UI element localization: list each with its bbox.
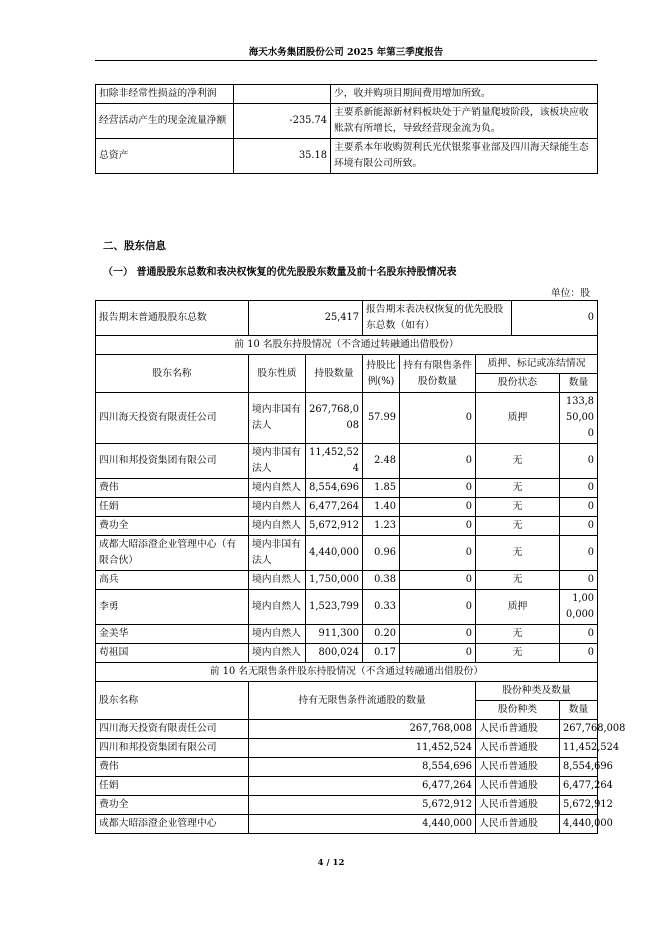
header-ratio: 持股比例(%) [363,355,400,393]
header-count: 数量 [560,374,598,393]
holder-status: 无 [476,625,560,644]
holder-status: 无 [476,444,560,479]
item-cell: 经营活动产生的现金流量净额 [96,104,234,139]
table-row [96,517,598,536]
share-count: 11,452,524 [560,739,598,758]
holder-name: 苟祖国 [96,644,249,663]
holder-ratio: 0.20 [363,625,400,644]
table-row [96,590,598,625]
holder-qty: 267,768,008 [306,393,363,444]
holder-count: 0 [560,498,598,517]
share-type: 人民币普通股 [476,739,560,758]
reason-cell: 少，收并购项目期间费用增加所致。 [331,85,598,104]
holder-ratio: 0.38 [363,571,400,590]
table-row [96,758,598,777]
holder-status: 质押 [476,393,560,444]
share-count: 267,768,008 [560,720,598,739]
holder-ratio: 1.40 [363,498,400,517]
table-row [96,139,598,174]
holder-status: 无 [476,644,560,663]
header-rule [95,60,597,61]
section-title: 二、股东信息 [103,240,166,252]
share-count: 6,477,264 [560,777,598,796]
table-row [96,625,598,644]
holder-name: 任娟 [96,498,249,517]
holder-qty: 5,672,912 [306,517,363,536]
holder-name: 任娟 [96,777,249,796]
share-count: 4,440,000 [560,815,598,834]
holder-status: 无 [476,479,560,498]
preferred-shareholders-label: 报告期末表决权恢复的优先股股东总数（如有） [363,301,512,336]
holder-unrestricted-qty: 11,452,524 [249,739,476,758]
holder-name: 四川海天投资有限责任公司 [96,393,249,444]
unit-label: 单位：股 [550,288,590,299]
holder-qty: 6,477,264 [306,498,363,517]
share-type: 人民币普通股 [476,758,560,777]
shareholder-table [95,300,626,834]
holder-name: 成都大昭添澄企业管理中心（有限合伙） [96,536,249,571]
reason-cell: 主要系本年收购贺利氏光伏银浆事业部及四川海天绿能生态环境有限公司所致。 [331,139,598,174]
summary-row [96,301,598,336]
holder-qty: 911,300 [306,625,363,644]
holder-ratio: 2.48 [363,444,400,479]
unrestricted-header-row [96,682,598,701]
share-type: 人民币普通股 [476,720,560,739]
header-pledge: 质押、标记或冻结情况 [476,355,598,374]
holder-unrestricted-qty: 8,554,696 [249,758,476,777]
holder-nature: 境内自然人 [249,571,306,590]
holder-status: 无 [476,517,560,536]
holder-restricted: 0 [400,479,476,498]
table-row [96,498,598,517]
subsection-title: （一） 普通股股东总数和表决权恢复的优先股股东数量及前十名股东持股情况表 [103,267,457,278]
share-type: 人民币普通股 [476,796,560,815]
holder-count: 1,000,000 [560,590,598,625]
holder-nature: 境内非国有法人 [249,393,306,444]
holder-count: 0 [560,571,598,590]
header-type-group: 股份种类及数量 [476,682,598,701]
holder-qty: 800,024 [306,644,363,663]
item-cell: 扣除非经常性损益的净利润 [96,85,234,104]
table-row [96,720,598,739]
holder-count: 0 [560,625,598,644]
holder-nature: 境内自然人 [249,479,306,498]
table-row [96,796,598,815]
header-qty: 持股数量 [306,355,363,393]
holder-nature: 境内自然人 [249,517,306,536]
unrestricted-caption: 前 10 名无限售条件股东持股情况（不含通过转融通出借股份） [96,663,598,682]
item-cell: 总资产 [96,139,234,174]
holder-qty: 1,523,799 [306,590,363,625]
holder-qty: 1,750,000 [306,571,363,590]
table-row [96,536,598,571]
holder-status: 质押 [476,590,560,625]
holder-restricted: 0 [400,644,476,663]
holder-count: 0 [560,536,598,571]
table-row [96,571,598,590]
table-row [96,815,598,834]
share-count: 5,672,912 [560,796,598,815]
holder-name: 四川和邦投资集团有限公司 [96,739,249,758]
holder-nature: 境内自然人 [249,644,306,663]
holder-qty: 11,452,524 [306,444,363,479]
holder-qty: 8,554,696 [306,479,363,498]
holder-count: 133,850,000 [560,393,598,444]
holder-restricted: 0 [400,590,476,625]
holder-nature: 境内非国有法人 [249,444,306,479]
holder-name: 四川海天投资有限责任公司 [96,720,249,739]
holder-restricted: 0 [400,536,476,571]
header-count: 数量 [560,701,598,720]
holder-status: 无 [476,498,560,517]
holder-ratio: 0.33 [363,590,400,625]
header-type: 股份种类 [476,701,560,720]
holder-ratio: 57.99 [363,393,400,444]
holder-count: 0 [560,517,598,536]
share-count: 8,554,696 [560,758,598,777]
holder-nature: 境内自然人 [249,498,306,517]
header-unrestricted-qty: 持有无限售条件流通股的数量 [249,682,476,720]
holder-unrestricted-qty: 4,440,000 [249,815,476,834]
table-row [96,479,598,498]
holder-nature: 境内自然人 [249,625,306,644]
holder-nature: 境内非国有法人 [249,536,306,571]
holder-name: 费伟 [96,758,249,777]
reason-cell: 主要系新能源新材料板块处于产销量爬坡阶段，该板块应收账款有所增长，导致经营现金流为负。 [331,104,598,139]
holder-unrestricted-qty: 267,768,008 [249,720,476,739]
holder-count: 0 [560,479,598,498]
table-row [96,104,598,139]
page-number: 4 / 12 [317,858,345,868]
table-row [96,85,598,104]
top10-header-row [96,355,598,374]
holder-name: 高兵 [96,571,249,590]
value-cell: -235.74 [234,104,331,139]
holder-name: 费伟 [96,479,249,498]
header-status: 股份状态 [476,374,560,393]
holder-restricted: 0 [400,393,476,444]
holder-count: 0 [560,444,598,479]
holder-nature: 境内自然人 [249,590,306,625]
holder-name: 李勇 [96,590,249,625]
share-type: 人民币普通股 [476,815,560,834]
value-cell: 35.18 [234,139,331,174]
header-restricted: 持有有限售条件股份数量 [400,355,476,393]
holder-count: 0 [560,644,598,663]
table-row [96,739,598,758]
holder-ratio: 0.17 [363,644,400,663]
table-row [96,644,598,663]
holder-name: 成都大昭添澄企业管理中心 [96,815,249,834]
holder-name: 费功全 [96,796,249,815]
table-row [96,444,598,479]
header-name: 股东名称 [96,682,249,720]
holder-restricted: 0 [400,444,476,479]
holder-restricted: 0 [400,571,476,590]
holder-status: 无 [476,536,560,571]
table-row [96,777,598,796]
report-header: 海天水务集团股份公司 2025 年第三季度报告 [248,47,444,58]
holder-qty: 4,440,000 [306,536,363,571]
total-shareholders-value: 25,417 [249,301,363,336]
share-type: 人民币普通股 [476,777,560,796]
table-row [96,393,598,444]
unrestricted-caption-row [96,663,598,682]
holder-restricted: 0 [400,517,476,536]
header-name: 股东名称 [96,355,249,393]
holder-ratio: 0.96 [363,536,400,571]
holder-name: 四川和邦投资集团有限公司 [96,444,249,479]
change-reason-table [95,84,598,174]
holder-name: 费功全 [96,517,249,536]
total-shareholders-label: 报告期末普通股股东总数 [96,301,249,336]
top10-caption: 前 10 名股东持股情况（不含通过转融通出借股份） [96,336,598,355]
top10-caption-row [96,336,598,355]
holder-ratio: 1.85 [363,479,400,498]
holder-name: 金美华 [96,625,249,644]
holder-unrestricted-qty: 5,672,912 [249,796,476,815]
holder-ratio: 1.23 [363,517,400,536]
holder-restricted: 0 [400,498,476,517]
value-cell [234,85,331,104]
holder-restricted: 0 [400,625,476,644]
holder-status: 无 [476,571,560,590]
preferred-shareholders-value: 0 [512,301,598,336]
header-nature: 股东性质 [249,355,306,393]
holder-unrestricted-qty: 6,477,264 [249,777,476,796]
